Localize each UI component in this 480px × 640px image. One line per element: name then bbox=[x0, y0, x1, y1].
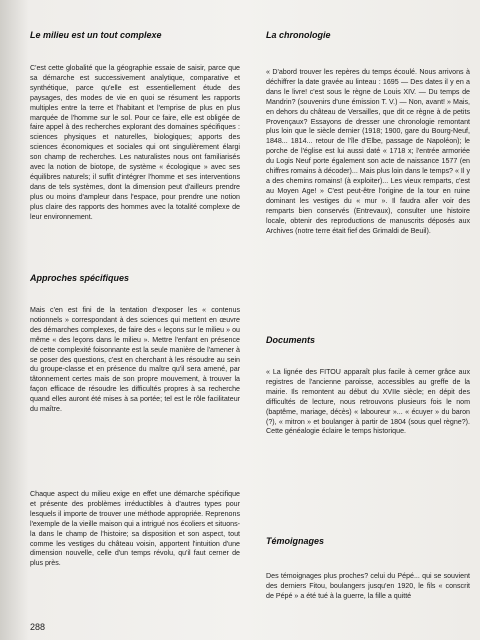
section-heading-temoignages: Témoignages bbox=[266, 536, 325, 546]
paragraph-milieu: C'est cette globalité que la géographie essaie de saisir, parce que sa démarche est successivement analytique, comparative et synthétique, parce qu'elle est essentiellement étude des paysages, des modes de vie en quoi se résument les rapports multiples entre la terre et l'habitant et l'emprise de plus en plus marquée de l'homme sur le sol. Pour ce faire, elle est obligée de faire appel à des recherches explorant des domaines spécifiques : sciences physiques et naturelles, biologiques; apports des sciences économiques et sociales qui ont singulièrement élargi son champ de recherches. Les naturalistes nous ont familiarisés avec la notion de biotope, de système « écologique » avec ses équilibres naturels; il suffit d'intégrer l'homme et ses interventions dans de tels systèmes, dont la dimension peut d'ailleurs prendre plus ou moins d'ampleur dans l'espace, pour prendre une notion plus claire des rapports des hommes avec la totalité complexe de leur environnement. bbox=[30, 64, 240, 221]
page-number: 288 bbox=[30, 622, 46, 632]
section-heading-chronologie: La chronologie bbox=[266, 30, 331, 40]
section-heading-milieu: Le milieu est un tout complexe bbox=[30, 30, 162, 40]
paragraph-chronologie: « D'abord trouver les repères du temps écoulé. Nous arrivons à déchiffrer la date gravée au linteau : 1695 — Des dates il y en a dans le livre! c'est sous le règne de Louis XIV. — Du temps de Mandrin? (souvenirs d'une émission T. V.) — Non, avant! » Mais, en dehors du château de Versailles, que dit ce règne à de petits Provençaux? Essayons de dresser une chronologie remontant plus loin que le siècle dernier (1918; 1900, gare du Bourg-Neuf, 1848... 1814... retour de l'île d'Elbe, passage de Napoléon); le porche de l'église est lui aussi daté « 1718 x; l'entrée armoriée du Logis Neuf porte également son acte de naissance 1577 (en chiffres romains à décoder)... Mais plus loin dans le temps? « Il y a des chemins romains! (à exploiter)... Les vieux remparts, c'est au Moyen Age! » C'est peut-être l'origine de la tour en ruine dominant les vestiges du « mur ». Il faudra aller voir des remparts bien conservés (Entrevaux), consulter une histoire locale, obtenir des reproductions de manuscrits déposés aux Archives (notre terre était fief des Grimaldi de Beuil). bbox=[266, 68, 470, 235]
paragraph-approches-1: Mais c'en est fini de la tentation d'exposer les « contenus notionnels » correspondant à des sciences qui mettent en œuvre des démarches complexes, de faire des « leçons sur le milieu » ou même « des leçons dans le milieu ». Mettre l'enfant en présence de cette complexité foisonnante est la seule manière de l'amener à se poser des questions, c'est en cherchant à les résoudre au sein du groupe-classe et en présence du maître qu'il sera amené, par tâtonnement certes mais de son propre mouvement, à trouver la façon efficace de résoudre les difficultés propres à sa recherche quand elles auront été mises à sa portée; tel est le rôle facilitateur du maître. bbox=[30, 306, 240, 414]
section-heading-approches: Approches spécifiques bbox=[30, 273, 130, 283]
section-heading-documents: Documents bbox=[266, 335, 316, 345]
paragraph-temoignages: Des témoignages plus proches? celui du Pépé... qui se souvient des derniers Fitou, boulangers jusqu'en 1920, le fils « conscrit de Pépé » a été tué à la guerre, la fille a quitté bbox=[266, 572, 470, 600]
paragraph-approches-2: Chaque aspect du milieu exige en effet une démarche spécifique et présente des problèmes irréductibles à d'autres types pour lesquels il importe de trouver une méthode appropriée. Reprenons l'exemple de la vieille maison qui a intrigué nos écoliers et situons-la dans le champ de l'histoire; sa disposition et son aspect, tout comme les vestiges du château voisin, apportent l'intuition d'une dimension nouvelle, celle d'un temps révolu, qu'il faut cerner de plus près. bbox=[30, 490, 240, 568]
paragraph-documents: « La lignée des FITOU apparaît plus facile à cerner grâce aux registres de l'ancienne paroisse, accessibles au greffe de la mairie. Ils remontent au début du XVIIe siècle; en dépit des difficultés de lecture, nous retrouvons plusieurs fois le nom (baptême, mariage, décès) « laboureur »... « écuyer » du baron (?), « mitron » et boulanger à partir de 1804 (sous quel règne?). Cette généalogie éclaire le temps historique. bbox=[266, 368, 470, 436]
